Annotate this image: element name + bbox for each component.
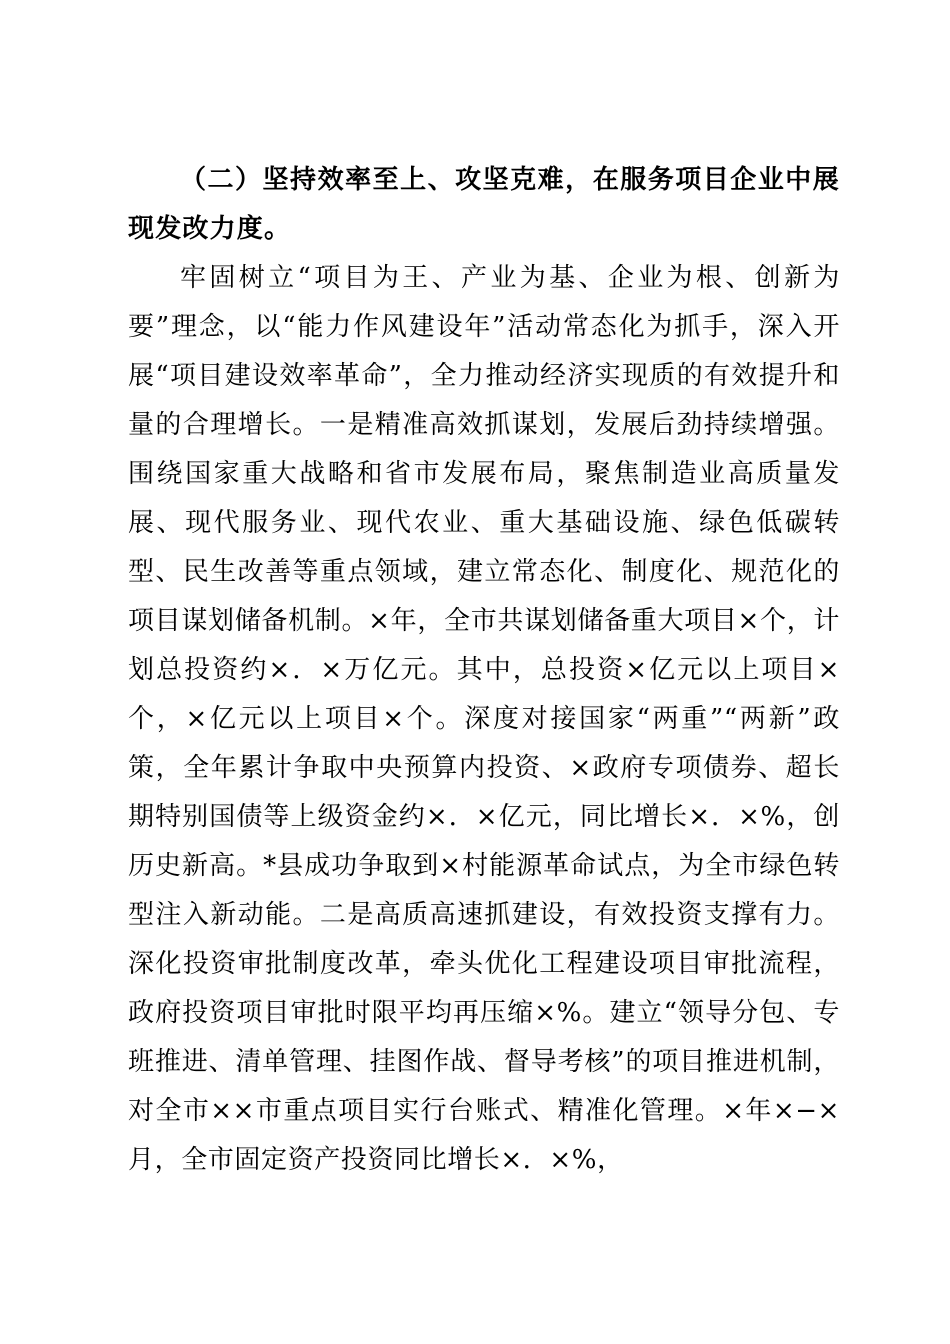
body-paragraph: 牢固树立“项目为王、产业为基、企业为根、创新为要”理念，以“能力作风建设年”活动常态化为抓手，深入开展“项目建设效率革命”，全力推动经济实现质的有效提升和量的合理增长。一是精准高效抓谋划，发展后劲持续增强。围绕国家重大战略和省市发展布局，聚焦制造业高质量发展、现代服务业、现代农业、重大基础设施、绿色低碳转型、民生改善等重点领域，建立常态化、制度化、规范化的项目谋划储备机制。×年，全市共谋划储备重大项目×个，计划总投资约×．×万亿元。其中，总投资×亿元以上项目×个，×亿元以上项目×个。深度对接国家“两重”“两新”政策，全年累计争取中央预算内投资、×政府专项债券、超长期特别国债等上级资金约×．×亿元，同比增长×．×%，创历史新高。*县成功争取到×村能源革命试点，为全市绿色转型注入新动能。二是高质高速抓建设，有效投资支撑有力。深化投资审批制度改革，牵头优化工程建设项目审批流程，政府投资项目审批时限平均再压缩×%。建立“领导分包、专班推进、清单管理、挂图作战、督导考核”的项目推进机制，对全市××市重点项目实行台账式、精准化管理。×年×−×月，全市固定资产投资同比增长×．×%， xyxy=(128,263,840,1175)
section-heading: （二）坚持效率至上、攻坚克难，在服务项目企业中展现发改力度。 xyxy=(128,165,840,244)
document-body xyxy=(128,156,840,1185)
